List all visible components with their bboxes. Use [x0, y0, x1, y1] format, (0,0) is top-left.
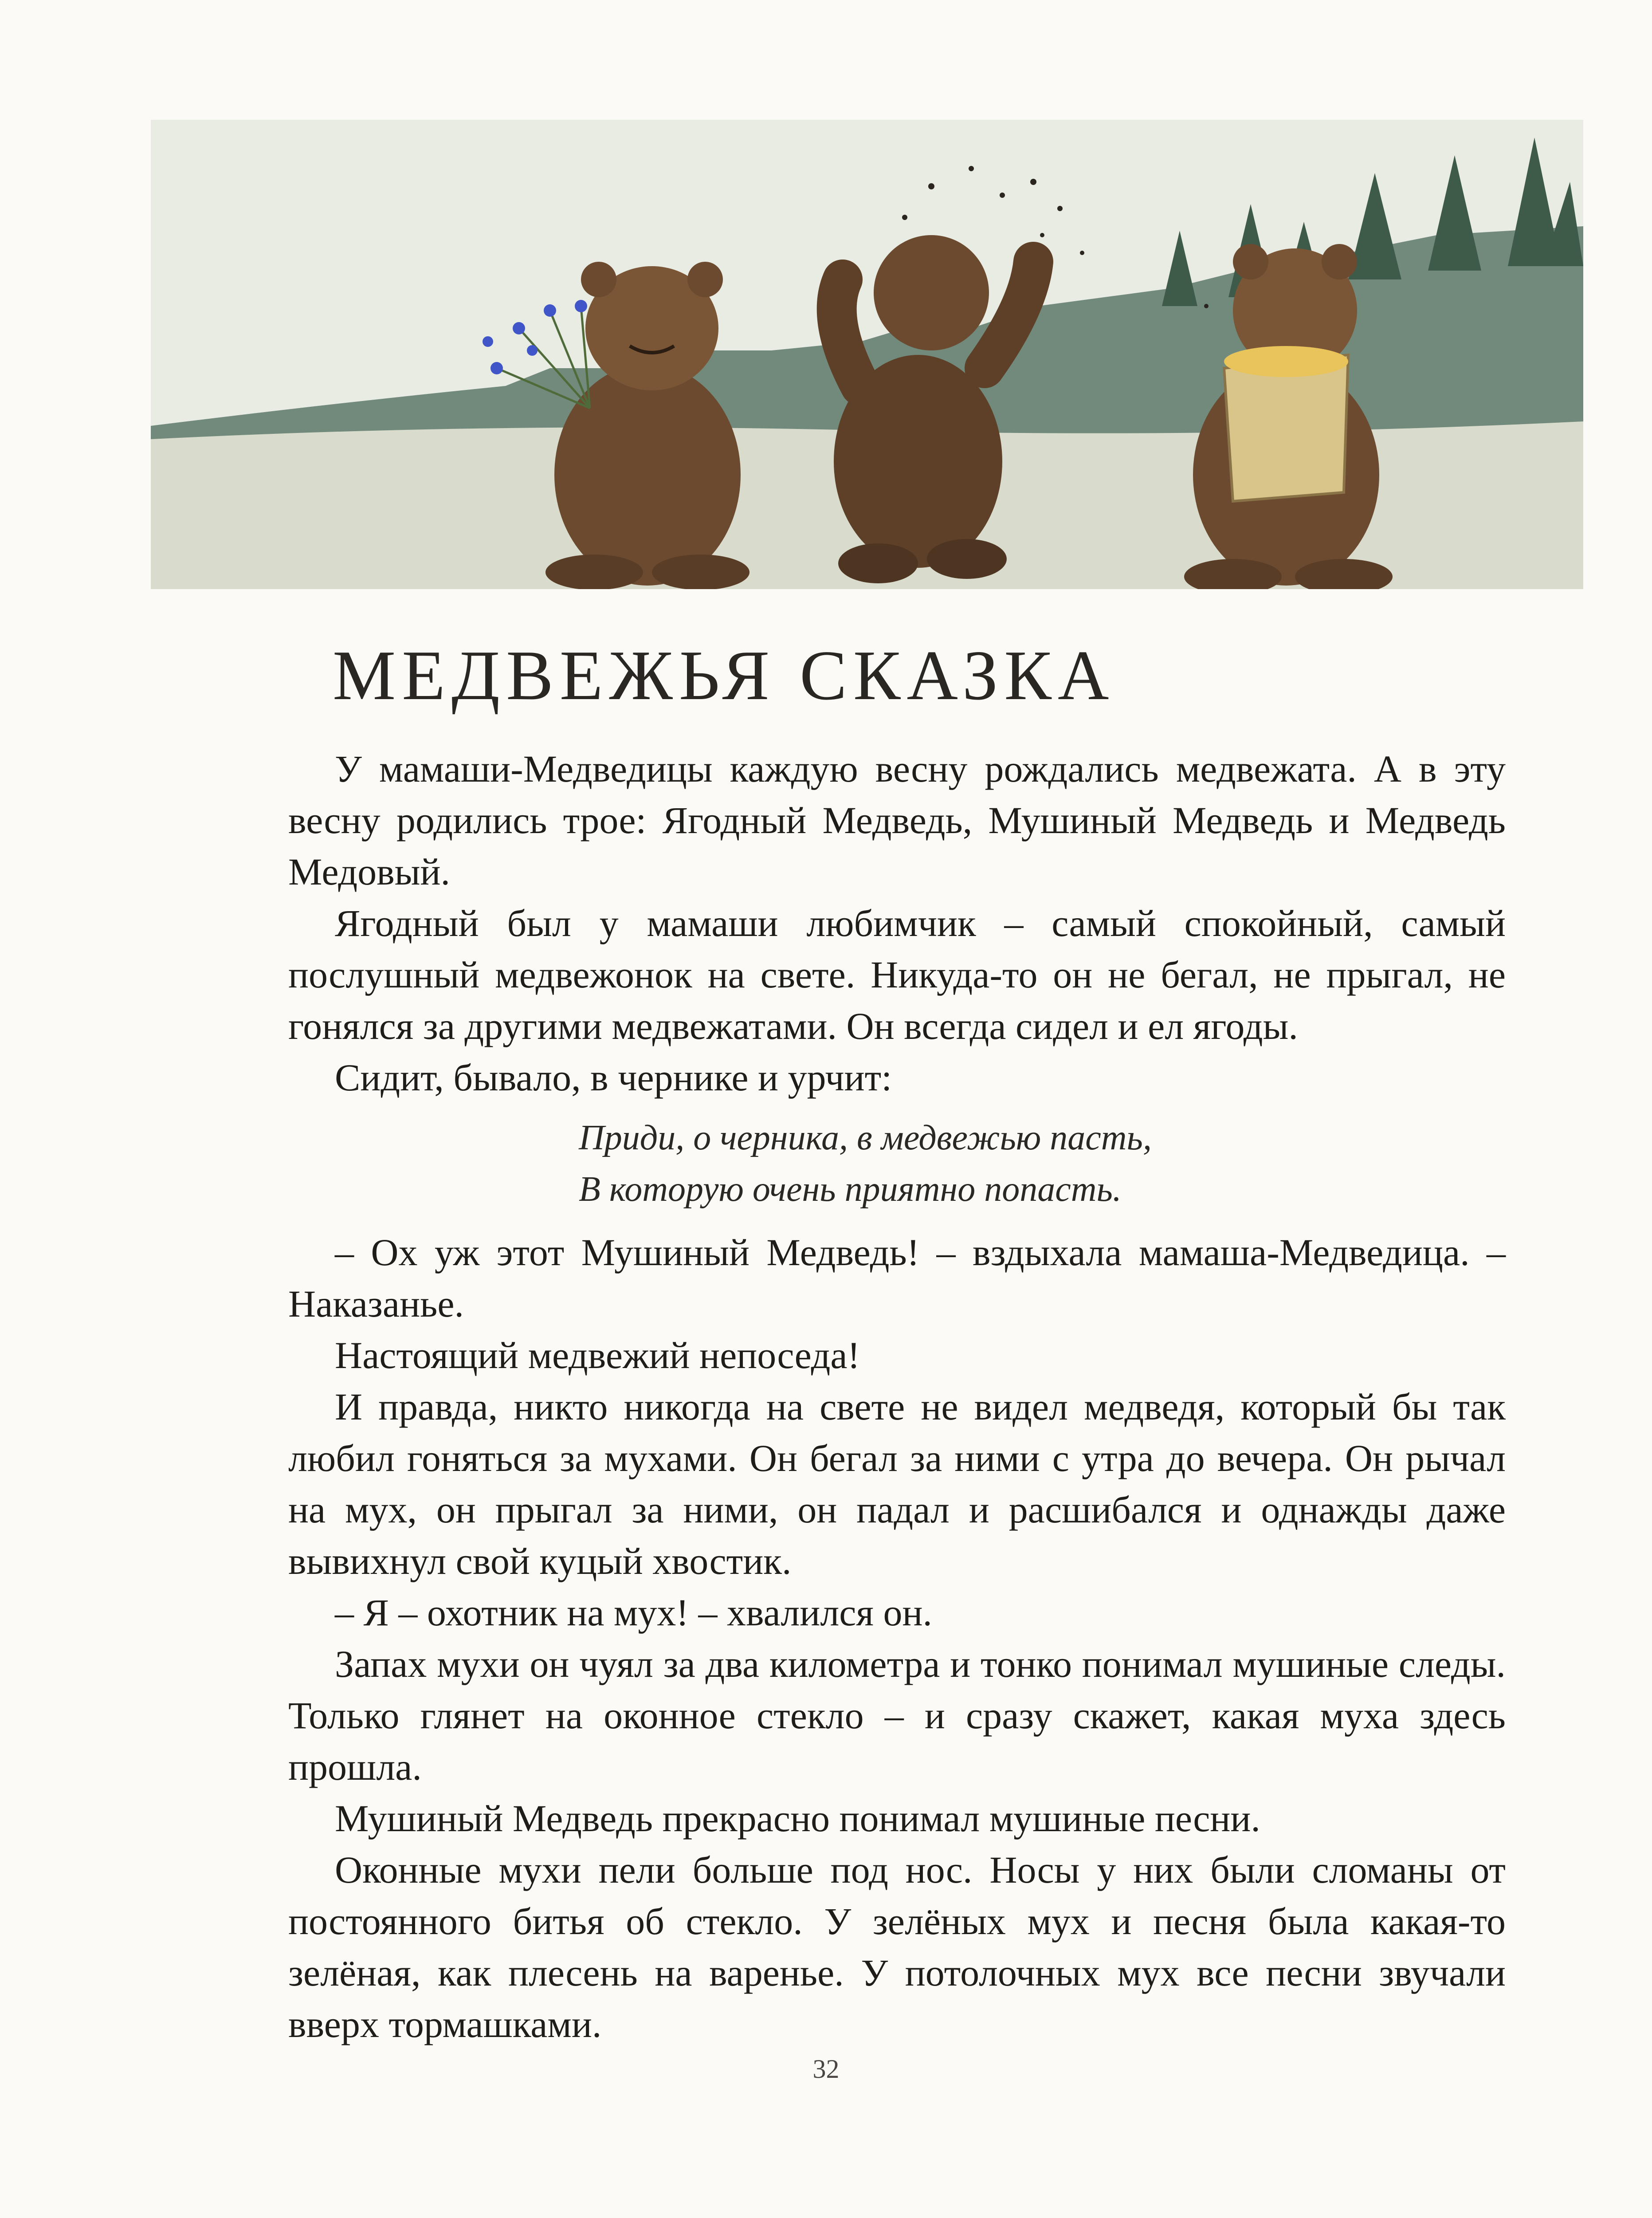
- paragraph: И правда, никто никогда на свете не видел медведя, который бы так любил гоняться за мухами. Он бегал за ними с утра до вечера. Он рычал на мух, он прыгал за ними, он падал и расшибался и однажды даже вывихнул свой куцый хвостик.: [288, 1385, 1506, 1582]
- page-number: 32: [812, 2054, 840, 2084]
- paragraph: – Я – охотник на мух! – хвалился он.: [335, 1591, 932, 1634]
- poem: [579, 1112, 1506, 1215]
- illustration-svg: [151, 120, 1583, 589]
- paragraph: – Ох уж этот Мушиный Медведь! – вздыхала мамаша-Медведица. – Наказанье.: [288, 1231, 1506, 1325]
- poem-line: Приди, о черника, в медвежью пасть,: [579, 1118, 1152, 1157]
- honey: [1224, 346, 1348, 377]
- paragraph: Сидит, бывало, в чернике и урчит:: [335, 1056, 892, 1099]
- story-text: [288, 743, 1506, 2050]
- paragraph: Оконные мухи пели больше под нос. Носы у них были сломаны от постоянного битья об стекло. У зелёных мух и песня была какая-то зелёная, как плесень на варенье. У потолочных мух все песни звучали вверх тормашками.: [288, 1848, 1506, 2045]
- paragraph: У мамаши-Медведицы каждую весну рождались медвежата. А в эту весну родились трое: Ягодный Медведь, Мушиный Медведь и Медведь Медовый.: [288, 747, 1506, 893]
- paragraph: Ягодный был у мамаши любимчик – самый спокойный, самый послушный медвежонок на свете. Никуда-то он не бегал, не прыгал, не гонялся за другими медвежатами. Он всегда сидел и ел ягоды.: [288, 902, 1506, 1047]
- paragraph: Запах мухи он чуял за два километра и тонко понимал мушиные следы. Только глянет на оконное стекло – и сразу скажет, какая муха здесь прошла.: [288, 1643, 1506, 1788]
- paragraph: Настоящий медвежий непоседа!: [335, 1334, 860, 1376]
- three-bears-illustration: [151, 120, 1583, 589]
- page-title: МЕДВЕЖЬЯ СКАЗКА: [333, 636, 1115, 715]
- poem-line: В которую очень приятно попасть.: [579, 1170, 1122, 1209]
- paragraph: Мушиный Медведь прекрасно понимал мушиные песни.: [335, 1797, 1260, 1840]
